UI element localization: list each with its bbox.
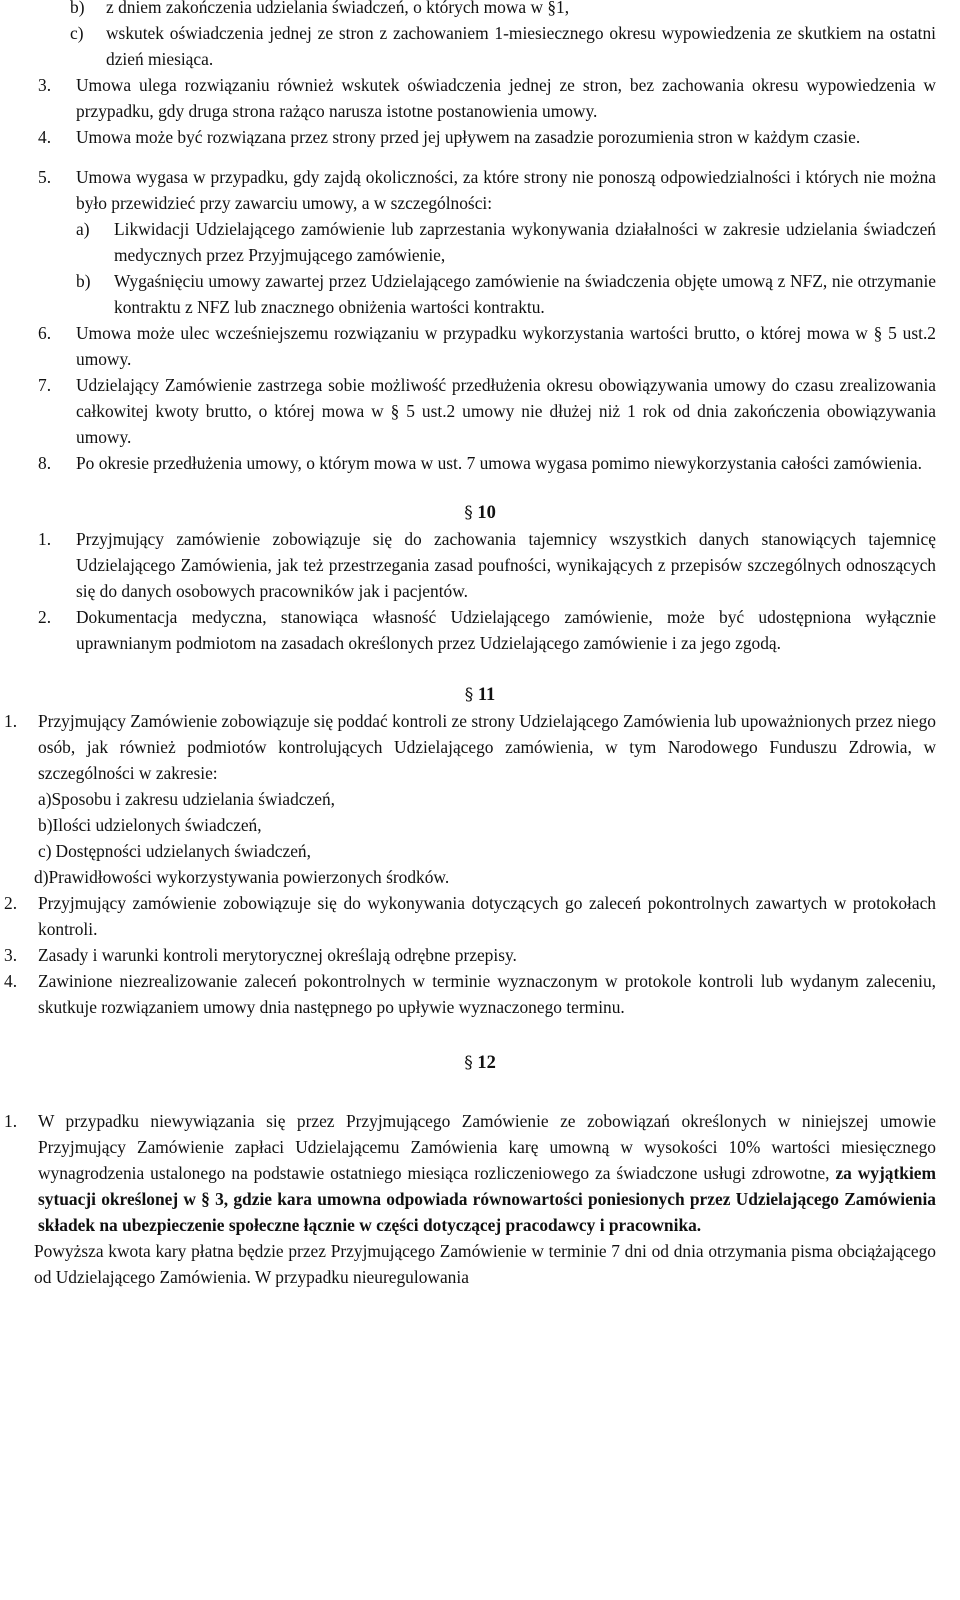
item-number: 5. — [38, 167, 52, 187]
item-text: z dniem zakończenia udzielania świadczeń, o których mowa w §1, — [106, 0, 570, 17]
sub-item — [38, 812, 936, 838]
item-number: a) — [38, 789, 52, 809]
item-text: Dostępności udzielanych świadczeń, — [55, 841, 311, 861]
list-item — [4, 890, 936, 942]
item-number: 1. — [4, 1111, 18, 1131]
list-item — [4, 708, 936, 864]
item-text: Zawinione niezrealizowanie zaleceń pokontrolnych w terminie wyznaczonym w protokole kontroli lub wydanym zaleceniu, skutkuje rozwiązaniem umowy dnia następnego po upływie wyznaczonego terminu. — [38, 971, 936, 1017]
list-item — [70, 0, 936, 20]
item-text: Wygaśnięciu umowy zawartej przez Udzielającego zamówienie na świadczenia objęte umową z NFZ, nie otrzymanie kontraktu z NFZ lub znacznego obniżenia wartości kontraktu. — [114, 271, 936, 317]
list-item — [4, 968, 936, 1020]
item-text: Umowa ulega rozwiązaniu również wskutek oświadczenia jednej ze stron, bez zachowania okresu wypowiedzenia w przypadku, gdy druga strona rażąco narusza istotne postanowienia umowy. — [76, 75, 936, 121]
item-number: 3. — [4, 945, 18, 965]
list-item — [4, 942, 936, 968]
item-text-bold: za wyjątkiem sytuacji określonej w § 3, gdzie kara umowna odpowiada równowartości poniesionych przez Udzielającego Zamówienia składek na ubezpieczenie społeczne łącznie w części dotyczącej pracodawcy i pracownika. — [38, 1163, 936, 1235]
item-text: Przyjmujący Zamówienie zobowiązuje się poddać kontroli ze strony Udzielającego Zamówienia lub upoważnionych przez niego osób, jak również podmiotów kontrolujących Udzielającego zamówienia, w tym Narodowego Funduszu Zdrowia, w szczególności w zakresie: — [38, 711, 936, 783]
item-text: Umowa może ulec wcześniejszemu rozwiązaniu w przypadku wykorzystania wartości brutto, o której mowa w § 5 ust.2 umowy. — [76, 323, 936, 369]
list-item — [38, 526, 936, 604]
list-item — [38, 72, 936, 124]
item-number: b) — [70, 0, 85, 17]
section-heading — [0, 1050, 960, 1076]
section-number: 10 — [477, 503, 496, 523]
section-number: 12 — [477, 1053, 496, 1073]
item-number: 2. — [4, 893, 18, 913]
item-text: Sposobu i zakresu udzielania świadczeń, — [51, 789, 335, 809]
item-number: b) — [76, 271, 91, 291]
sub-item — [76, 268, 936, 320]
list-item — [38, 450, 936, 476]
paragraph-sign: § — [464, 685, 474, 705]
continuation-paragraph: Powyższa kwota kary płatna będzie przez Przyjmującego Zamówienie w terminie 7 dni od dnia otrzymania pisma obciążającego od Udzielającego Zamówienia. W przypadku nieuregulowania — [34, 1241, 936, 1287]
item-text — [38, 1108, 936, 1238]
item-number: 4. — [4, 971, 18, 991]
item-number: c) — [70, 23, 84, 43]
item-text: Przyjmujący zamówienie zobowiązuje się do wykonywania dotyczących go zaleceń pokontrolnych zawartych w protokołach kontroli. — [38, 893, 936, 939]
item-number: 7. — [38, 375, 52, 395]
sub-item — [76, 216, 936, 268]
item-text: Prawidłowości wykorzystywania powierzonych środków. — [48, 867, 450, 887]
list-item — [38, 372, 936, 450]
list-item — [38, 320, 936, 372]
item-number: 8. — [38, 453, 52, 473]
item-text: Umowa może być rozwiązana przez strony przed jej upływem na zasadzie porozumienia stron w każdym czasie. — [76, 127, 861, 147]
list-item — [38, 164, 936, 320]
item-number: b) — [38, 815, 53, 835]
item-text-regular: W przypadku niewywiązania się przez Przyjmującego Zamówienie ze zobowiązań określonych w niniejszej umowie Przyjmujący Zamówienie zapłaci Udzielającemu Zamówienia karę umowną w wysokości 10% wartości miesięcznego wynagrodzenia ustalonego na podstawie ostatniego miesiąca rozliczeniowego za świadczone usługi zdrowotne, — [38, 1111, 936, 1183]
item-text: Przyjmujący zamówienie zobowiązuje się do zachowania tajemnicy wszystkich danych stanowiących tajemnicę Udzielającego Zamówienia, jak też przestrzegania zasad poufności, wynikających z przepisów szczególnych odnoszących się do danych osobowych pracowników jak i pacjentów. — [76, 529, 936, 601]
sub-item — [34, 864, 960, 890]
item-text: Po okresie przedłużenia umowy, o którym mowa w ust. 7 umowa wygasa pomimo niewykorzystania całości zamówienia. — [76, 453, 922, 473]
item-text: Umowa wygasa w przypadku, gdy zajdą okoliczności, za które strony nie ponoszą odpowiedzialności i których nie można było przewidzieć przy zawarciu umowy, a w szczególności: — [76, 167, 936, 213]
list-item — [4, 1108, 936, 1238]
item-number: 2. — [38, 607, 52, 627]
item-text: wskutek oświadczenia jednej ze stron z zachowaniem 1-miesiecznego okresu wypowiedzenia ze skutkiem na ostatni dzień miesiąca. — [106, 23, 936, 69]
section-heading — [0, 682, 960, 708]
sub-item — [38, 786, 936, 812]
item-text: Dokumentacja medyczna, stanowiąca własność Udzielającego zamówienie, może być udostępniona wyłącznie uprawnianym podmiotom na zasadach określonych przez Udzielającego zamówienie i za jego zgodą. — [76, 607, 936, 653]
item-number: 4. — [38, 127, 52, 147]
item-text: Ilości udzielonych świadczeń, — [52, 815, 262, 835]
item-text: Likwidacji Udzielającego zamówienie lub zaprzestania wykonywania działalności w zakresie udzielania świadczeń medycznych przez Przyjmującego zamówienie, — [114, 219, 936, 265]
list-item — [38, 124, 936, 150]
section-number: 11 — [477, 685, 496, 705]
item-number: c) — [38, 841, 52, 861]
item-number: 3. — [38, 75, 52, 95]
item-number: a) — [76, 219, 90, 239]
list-item — [70, 20, 936, 72]
item-text: Udzielający Zamówienie zastrzega sobie możliwość przedłużenia okresu obowiązywania umowy do czasu zrealizowania całkowitej kwoty brutto, o której mowa w § 5 ust.2 umowy nie dłużej niż 1 rok od dnia zakończenia obowiązywania umowy. — [76, 375, 936, 447]
item-number: 6. — [38, 323, 52, 343]
item-number: 1. — [38, 529, 52, 549]
item-text: Zasady i warunki kontroli merytorycznej określają odrębne przepisy. — [38, 945, 517, 965]
list-item — [38, 604, 936, 656]
paragraph-sign: § — [464, 1053, 473, 1073]
sub-item — [38, 838, 936, 864]
item-number: d) — [34, 867, 49, 887]
section-heading — [0, 500, 960, 526]
item-number: 1. — [4, 711, 18, 731]
paragraph-sign: § — [464, 503, 473, 523]
